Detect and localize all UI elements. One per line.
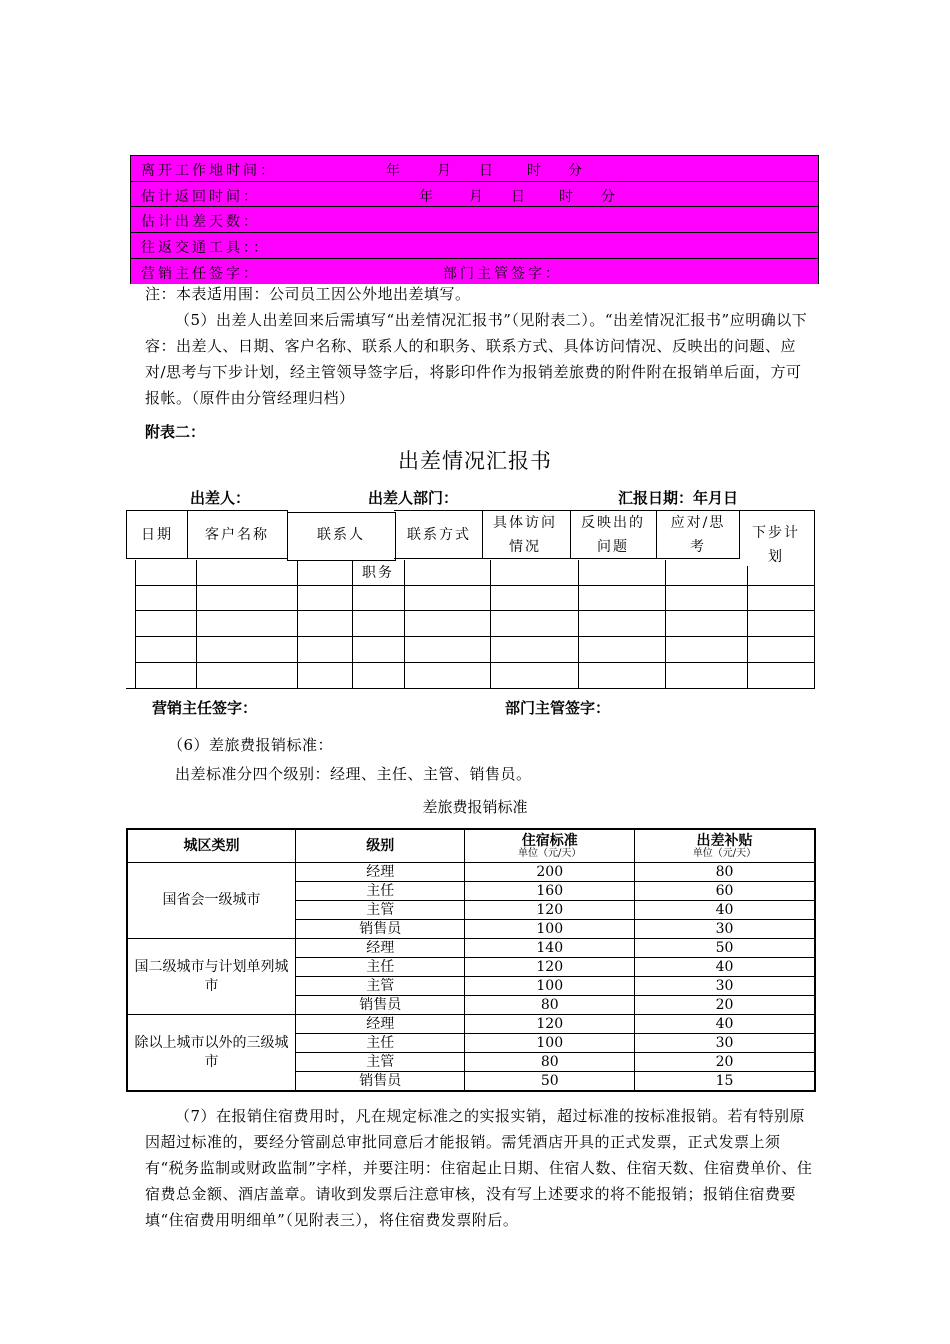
level-cell: 主管 [296,977,465,996]
allowance-cell: 30 [635,920,816,939]
report-date-label: 汇报日期：年月日 [618,489,739,507]
allowance-cell: 40 [635,1015,816,1034]
level-cell: 经理 [296,1015,465,1034]
day-label: 日 [479,163,496,179]
standards-title: 差旅费报销标准 [422,798,528,816]
month-label: 月 [469,189,486,205]
allowance-cell: 30 [635,977,816,996]
level-cell: 经理 [296,863,465,882]
allowance-cell: 60 [635,882,816,901]
form-label: 往返交通工具：： [141,240,270,256]
month-label: 月 [437,163,454,179]
city-category-cell: 除以上城市以外的三级城市 [127,1015,296,1092]
header-method: 联系方式 [407,527,471,543]
header-client: 客户名称 [205,527,269,543]
level-cell: 销售员 [296,920,465,939]
form-label: 估计出差天数： [141,214,260,230]
report-dept-label: 出差人部门： [368,489,459,507]
header-city: 城区类别 [127,829,296,863]
standards-row [127,863,815,882]
header-hotel-unit: 单位（元/天） [518,848,582,859]
minute-label: 分 [601,189,618,205]
paragraph-6: （6）差旅费报销标准： [168,736,334,754]
header-response: 应对/思考 [670,515,726,555]
hour-label: 时 [527,163,544,179]
allowance-cell: 40 [635,958,816,977]
hotel-cell: 100 [465,977,635,996]
form-label: 离开工作地时间： [141,163,277,179]
hotel-cell: 120 [465,1015,635,1034]
report-sign-2: 部门主管签字： [505,699,611,717]
level-cell: 主任 [296,1034,465,1053]
header-contact: 联系人 [317,527,365,543]
header-allowance-label: 出差补贴 [696,833,753,849]
hotel-cell: 200 [465,863,635,882]
day-label: 日 [511,189,528,205]
hotel-cell: 50 [465,1072,635,1092]
hotel-cell: 80 [465,996,635,1015]
header-next: 下步计划 [752,525,800,565]
standards-row [127,939,815,958]
header-visit: 具体访问情况 [493,515,557,555]
hotel-cell: 120 [465,958,635,977]
minute-label: 分 [568,163,585,179]
standards-row [127,1015,815,1034]
level-cell: 主任 [296,958,465,977]
level-cell: 主管 [296,901,465,920]
form-label: 估计返回时间： [141,189,260,205]
paragraph-5: （5）出差人出差回来后需填写“出差情况汇报书”（见附表二）。“出差情况汇报书”应明确以下容：出差人、日期、客户名称、联系人的和职务、联系方式、具体访问情况、反映出的问题、应对/思考与下步计划，经主管领导签字后，将影印件作为报销差旅费的附件附在报销单后面，方可报帐。（原件由分管经理归档） [145,311,808,407]
paragraph-7: （7）在报销住宿费用时，凡在规定标准之的实报实销，超过标准的按标准报销。若有特别原因超过标准的，要经分管副总审批同意后才能报销。需凭酒店开具的正式发票，正式发票上须有“税务监制或财政监制”字样，并要注明：住宿起止日期、住宿人数、住宿天数、住宿费单价、住宿费总金额、酒店盖章。请收到发票后注意审核，没有写上述要求的将不能报销；报销住宿费要填“住宿费用明细单”（见附表三），将住宿费发票附后。 [145,1107,813,1229]
allowance-cell: 20 [635,1053,816,1072]
report-sign-1: 营销主任签字： [152,699,258,717]
standards-table [126,828,816,1092]
header-issue: 反映出的问题 [581,515,645,555]
appendix-2-label: 附表二： [145,423,206,441]
hotel-cell: 80 [465,1053,635,1072]
level-cell: 销售员 [296,996,465,1015]
header-allowance-unit: 单位（元/天） [692,848,757,859]
form-label-2: 部门主管签字： [443,266,562,282]
allowance-cell: 20 [635,996,816,1015]
allowance-cell: 15 [635,1072,816,1092]
header-hotel-label: 住宿标准 [521,833,578,849]
form-label: 营销主任签字： [141,266,260,282]
level-cell: 主任 [296,882,465,901]
report-title: 出差情况汇报书 [398,449,552,473]
paragraph-6b: 出差标准分四个级别：经理、主任、主管、销售员。 [175,765,532,783]
level-cell: 主管 [296,1053,465,1072]
form-note: 注：本表适用围：公司员工因公外地出差填写。 [145,285,471,303]
year-label: 年 [419,189,436,205]
header-hotel [465,829,635,863]
report-person-label: 出差人： [190,489,251,507]
level-cell: 经理 [296,939,465,958]
header-position: 职务 [362,565,394,581]
level-cell: 销售员 [296,1072,465,1092]
hotel-cell: 160 [465,882,635,901]
allowance-cell: 40 [635,901,816,920]
allowance-cell: 50 [635,939,816,958]
hotel-cell: 100 [465,920,635,939]
header-allowance [635,829,816,863]
hotel-cell: 100 [465,1034,635,1053]
standards-header-row [127,829,815,863]
city-category-cell: 国省会一级城市 [127,863,296,939]
allowance-cell: 30 [635,1034,816,1053]
hotel-cell: 140 [465,939,635,958]
hour-label: 时 [559,189,576,205]
header-date: 日期 [141,527,173,543]
header-level: 级别 [296,829,465,863]
city-category-cell: 国二级城市与计划单列城市 [127,939,296,1015]
year-label: 年 [386,163,403,179]
hotel-cell: 120 [465,901,635,920]
allowance-cell: 80 [635,863,816,882]
